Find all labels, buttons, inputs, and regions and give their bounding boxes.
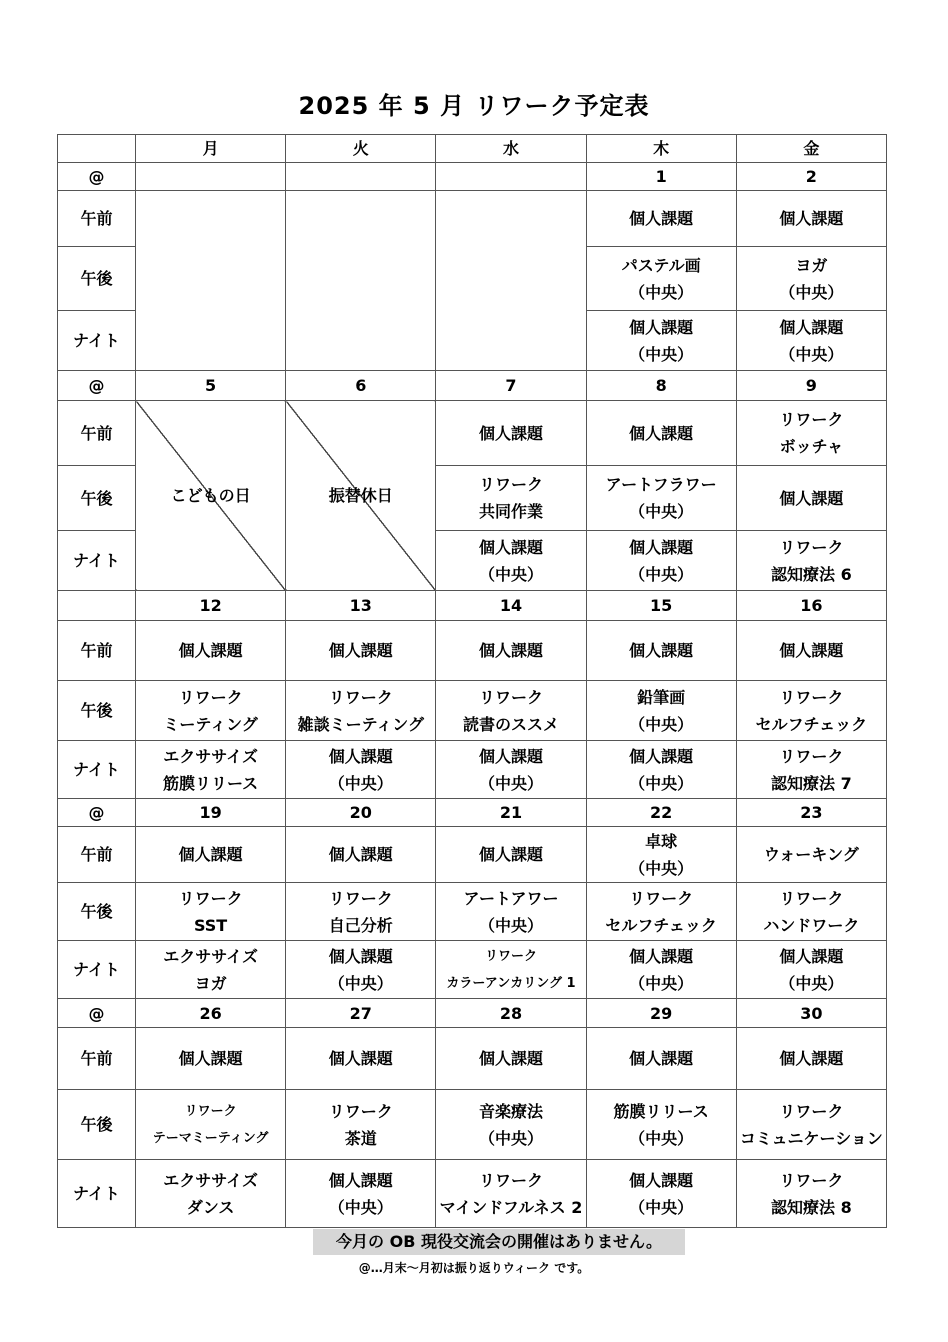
activity-cell	[736, 466, 886, 531]
week-marker	[58, 591, 136, 621]
date-cell: 8	[586, 371, 736, 401]
date-cell	[436, 163, 586, 191]
activity-line: アートアワー	[463, 888, 559, 908]
activity-sub-line: ダンス	[186, 1197, 235, 1217]
date-cell: 23	[736, 799, 886, 827]
activity-line: リワーク	[779, 1170, 844, 1190]
activity-line: リワーク	[178, 888, 243, 908]
activity-cell	[286, 1028, 436, 1090]
date-cell: 28	[436, 999, 586, 1028]
activity-line: 個人課題	[629, 1049, 694, 1068]
empty-cell	[286, 191, 436, 371]
activity-cell	[736, 401, 886, 466]
activity-line: 卓球	[645, 831, 678, 851]
activity-line: リワーク	[779, 746, 844, 766]
week-marker: @	[58, 999, 136, 1028]
activity-cell	[586, 1160, 736, 1228]
activity-cell	[136, 941, 286, 999]
activity-cell	[736, 681, 886, 741]
date-cell: 29	[586, 999, 736, 1028]
activity-sub-line: （中央）	[629, 773, 694, 793]
activity-sub-line: （中央）	[629, 502, 694, 521]
week-marker: @	[58, 799, 136, 827]
activity-line: 個人課題	[629, 209, 694, 228]
activity-line: エクササイズ	[163, 1170, 258, 1190]
activity-sub-line: （中央）	[779, 973, 844, 993]
activity-sub-line: （中央）	[478, 564, 543, 584]
period-label: 午前	[58, 1028, 136, 1090]
activity-cell	[436, 827, 586, 883]
period-label: 午前	[58, 401, 136, 466]
activity-line: 個人課題	[478, 845, 543, 864]
date-cell: 14	[436, 591, 586, 621]
period-label: ナイト	[58, 531, 136, 591]
activity-line: リワーク	[779, 687, 844, 707]
date-cell: 6	[286, 371, 436, 401]
date-cell: 1	[586, 163, 736, 191]
activity-line: 個人課題	[328, 641, 393, 660]
activity-cell	[136, 883, 286, 941]
activity-line: 個人課題	[328, 1049, 393, 1068]
activity-cell	[586, 191, 736, 247]
activity-sub-line: コミュニケーション	[739, 1128, 883, 1148]
activity-cell	[436, 1090, 586, 1160]
activity-cell	[586, 531, 736, 591]
activity-cell	[586, 827, 736, 883]
activity-line: リワーク	[779, 410, 844, 429]
activity-sub-line: 認知療法 8	[771, 1197, 852, 1217]
activity-cell	[586, 401, 736, 466]
activity-cell	[586, 883, 736, 941]
period-label: ナイト	[58, 941, 136, 999]
activity-cell	[586, 621, 736, 681]
activity-cell	[586, 247, 736, 311]
activity-line: 個人課題	[779, 641, 844, 660]
activity-cell	[136, 827, 286, 883]
activity-cell	[586, 466, 736, 531]
date-row	[58, 999, 887, 1028]
activity-cell	[736, 741, 886, 799]
activity-line: 個人課題	[478, 537, 543, 557]
activity-cell	[136, 1160, 286, 1228]
activity-sub-line: （中央）	[629, 1197, 694, 1217]
activity-cell	[586, 1090, 736, 1160]
activity-line: 筋膜リリース	[613, 1101, 709, 1121]
activity-sub-line: （中央）	[779, 344, 844, 364]
activity-sub-line: （中央）	[629, 714, 694, 734]
date-cell: 7	[436, 371, 586, 401]
activity-line: 個人課題	[328, 1170, 393, 1190]
activity-cell	[136, 1028, 286, 1090]
date-row	[58, 371, 887, 401]
activity-line: 個人課題	[779, 1049, 844, 1068]
activity-line: リワーク	[779, 1101, 844, 1121]
activity-sub-line: 認知療法 7	[771, 773, 852, 793]
activity-line: 個人課題	[629, 1170, 694, 1190]
period-label: 午後	[58, 466, 136, 531]
activity-cell	[736, 1090, 886, 1160]
weekday-header: 火	[286, 135, 436, 163]
date-cell: 22	[586, 799, 736, 827]
date-cell: 27	[286, 999, 436, 1028]
period-label: 午後	[58, 247, 136, 311]
activity-cell	[436, 883, 586, 941]
activity-sub-line: カラーアンカリング 1	[446, 975, 576, 991]
activity-line: 個人課題	[478, 641, 543, 660]
activity-cell	[586, 681, 736, 741]
activity-line: リワーク	[328, 1101, 393, 1121]
activity-line: リワーク	[178, 687, 243, 707]
activity-sub-line: セルフチェック	[605, 915, 717, 935]
date-cell: 13	[286, 591, 436, 621]
activity-sub-line: ヨガ	[194, 973, 227, 993]
activity-cell	[736, 531, 886, 591]
activity-cell	[286, 621, 436, 681]
afternoon-row	[58, 681, 887, 741]
activity-cell	[736, 1160, 886, 1228]
corner-cell	[58, 135, 136, 163]
activity-line: リワーク	[328, 687, 393, 707]
activity-sub-line: （中央）	[629, 282, 694, 302]
date-cell: 26	[136, 999, 286, 1028]
activity-line: リワーク	[184, 1103, 237, 1119]
activity-line: 個人課題	[328, 845, 393, 864]
activity-cell	[436, 681, 586, 741]
activity-cell	[736, 941, 886, 999]
activity-line: リワーク	[484, 948, 537, 964]
morning-row	[58, 1028, 887, 1090]
period-label: 午後	[58, 1090, 136, 1160]
activity-cell	[736, 1028, 886, 1090]
weekday-header-row	[58, 135, 887, 163]
activity-line: 個人課題	[779, 946, 844, 966]
activity-line: 個人課題	[779, 317, 844, 337]
activity-sub-line: 自己分析	[328, 915, 393, 935]
activity-cell	[286, 883, 436, 941]
period-label: ナイト	[58, 1160, 136, 1228]
activity-cell	[436, 531, 586, 591]
night-row	[58, 941, 887, 999]
weekday-header: 金	[736, 135, 886, 163]
date-cell: 21	[436, 799, 586, 827]
activity-cell	[436, 621, 586, 681]
date-row	[58, 163, 887, 191]
activity-sub-line: ボッチャ	[779, 437, 844, 456]
activity-cell	[436, 466, 586, 531]
date-row	[58, 799, 887, 827]
activity-sub-line: 雑談ミーティング	[297, 714, 424, 734]
activity-line: 個人課題	[629, 317, 694, 337]
activity-cell	[736, 621, 886, 681]
morning-row	[58, 621, 887, 681]
activity-sub-line: セルフチェック	[755, 714, 868, 734]
activity-line: リワーク	[629, 888, 694, 908]
activity-sub-line: （中央）	[478, 915, 543, 935]
activity-line: 個人課題	[328, 946, 393, 966]
activity-sub-line: 茶道	[344, 1128, 377, 1148]
page-title: 2025 年 5 月 リワーク予定表	[298, 92, 650, 120]
activity-line: 個人課題	[478, 746, 543, 766]
night-row	[58, 1160, 887, 1228]
activity-cell	[286, 941, 436, 999]
activity-line: 個人課題	[629, 746, 694, 766]
activity-sub-line: （中央）	[629, 973, 694, 993]
date-cell: 2	[736, 163, 886, 191]
activity-cell	[286, 827, 436, 883]
activity-sub-line: 筋膜リリース	[162, 773, 259, 793]
week-marker: @	[58, 371, 136, 401]
activity-line: エクササイズ	[163, 946, 258, 966]
activity-sub-line: 読書のススメ	[462, 714, 559, 734]
activity-cell	[736, 247, 886, 311]
activity-sub-line: 共同作業	[478, 502, 543, 521]
period-label: 午後	[58, 681, 136, 741]
activity-cell	[436, 1028, 586, 1090]
activity-cell	[436, 941, 586, 999]
activity-sub-line: マインドフルネス 2	[439, 1197, 583, 1217]
activity-cell	[136, 741, 286, 799]
activity-line: 鉛筆画	[637, 687, 686, 707]
activity-line: パステル画	[621, 255, 701, 275]
activity-line: リワーク	[328, 888, 393, 908]
activity-line: 個人課題	[478, 1049, 543, 1068]
activity-cell	[436, 1160, 586, 1228]
period-label: ナイト	[58, 741, 136, 799]
notice-banner: 今月の OB 現役交流会の開催はありません。	[313, 1229, 685, 1255]
activity-line: 個人課題	[178, 1049, 243, 1068]
activity-sub-line: （中央）	[328, 1197, 393, 1217]
date-cell: 19	[136, 799, 286, 827]
period-label: ナイト	[58, 311, 136, 371]
activity-line: 個人課題	[629, 946, 694, 966]
weekday-header: 木	[586, 135, 736, 163]
activity-cell	[286, 1090, 436, 1160]
activity-cell	[286, 681, 436, 741]
date-cell	[286, 163, 436, 191]
period-label: 午前	[58, 827, 136, 883]
holiday-cell: こどもの日	[136, 401, 286, 591]
afternoon-row	[58, 883, 887, 941]
date-cell: 20	[286, 799, 436, 827]
weekday-header: 月	[136, 135, 286, 163]
activity-sub-line: （中央）	[629, 858, 694, 878]
morning-row	[58, 401, 887, 466]
activity-line: 個人課題	[629, 423, 694, 443]
activity-line: エクササイズ	[163, 746, 258, 766]
activity-line: 個人課題	[779, 488, 844, 508]
activity-line: 音楽療法	[478, 1101, 543, 1121]
activity-line: 個人課題	[178, 641, 243, 660]
activity-line: アートフラワー	[605, 475, 717, 494]
activity-line: 個人課題	[779, 209, 844, 228]
activity-cell	[136, 621, 286, 681]
weekday-header: 水	[436, 135, 586, 163]
activity-sub-line: （中央）	[629, 344, 694, 364]
date-cell	[136, 163, 286, 191]
activity-line: 個人課題	[629, 537, 694, 557]
activity-sub-line: （中央）	[478, 773, 543, 793]
activity-cell	[586, 741, 736, 799]
activity-cell	[736, 311, 886, 371]
activity-cell	[586, 941, 736, 999]
period-label: 午後	[58, 883, 136, 941]
activity-line: リワーク	[779, 888, 844, 908]
night-row	[58, 741, 887, 799]
morning-row	[58, 191, 887, 247]
empty-cell	[436, 191, 586, 371]
empty-cell	[136, 191, 286, 371]
date-cell: 9	[736, 371, 886, 401]
date-cell: 30	[736, 999, 886, 1028]
period-label: 午前	[58, 621, 136, 681]
activity-cell	[136, 681, 286, 741]
date-cell: 15	[586, 591, 736, 621]
activity-sub-line: ハンドワーク	[763, 915, 860, 935]
activity-line: リワーク	[478, 475, 543, 494]
period-label: 午前	[58, 191, 136, 247]
date-row	[58, 591, 887, 621]
footnote: @…月末～月初は振り返りウィーク です。	[358, 1261, 590, 1275]
date-cell: 5	[136, 371, 286, 401]
activity-cell	[436, 741, 586, 799]
activity-line: ウォーキング	[763, 845, 859, 864]
date-cell: 12	[136, 591, 286, 621]
activity-sub-line: （中央）	[779, 282, 844, 302]
activity-cell	[736, 191, 886, 247]
activity-sub-line: 認知療法 6	[771, 564, 852, 584]
activity-cell	[136, 1090, 286, 1160]
holiday-cell: 振替休日	[286, 401, 436, 591]
activity-line: 個人課題	[328, 746, 393, 766]
activity-cell	[736, 883, 886, 941]
activity-line: 個人課題	[629, 641, 694, 660]
activity-line: 個人課題	[178, 845, 243, 864]
activity-line: 個人課題	[478, 423, 543, 443]
activity-cell	[286, 741, 436, 799]
morning-row	[58, 827, 887, 883]
activity-sub-line: SST	[193, 915, 228, 935]
activity-sub-line: ミーティング	[163, 714, 258, 734]
activity-cell	[586, 1028, 736, 1090]
activity-sub-line: （中央）	[328, 973, 393, 993]
activity-sub-line: （中央）	[328, 773, 393, 793]
date-cell: 16	[736, 591, 886, 621]
activity-cell	[736, 827, 886, 883]
activity-line: リワーク	[478, 687, 543, 707]
activity-line: リワーク	[478, 1170, 543, 1190]
afternoon-row	[58, 1090, 887, 1160]
activity-cell	[436, 401, 586, 466]
activity-sub-line: （中央）	[629, 1128, 694, 1148]
activity-cell	[586, 311, 736, 371]
schedule-table	[57, 134, 887, 1228]
week-marker: @	[58, 163, 136, 191]
activity-cell	[286, 1160, 436, 1228]
activity-sub-line: （中央）	[629, 564, 694, 584]
activity-sub-line: （中央）	[478, 1128, 543, 1148]
activity-line: リワーク	[779, 537, 844, 557]
activity-line: ヨガ	[795, 255, 828, 275]
activity-sub-line: テーマミーティング	[152, 1130, 269, 1146]
